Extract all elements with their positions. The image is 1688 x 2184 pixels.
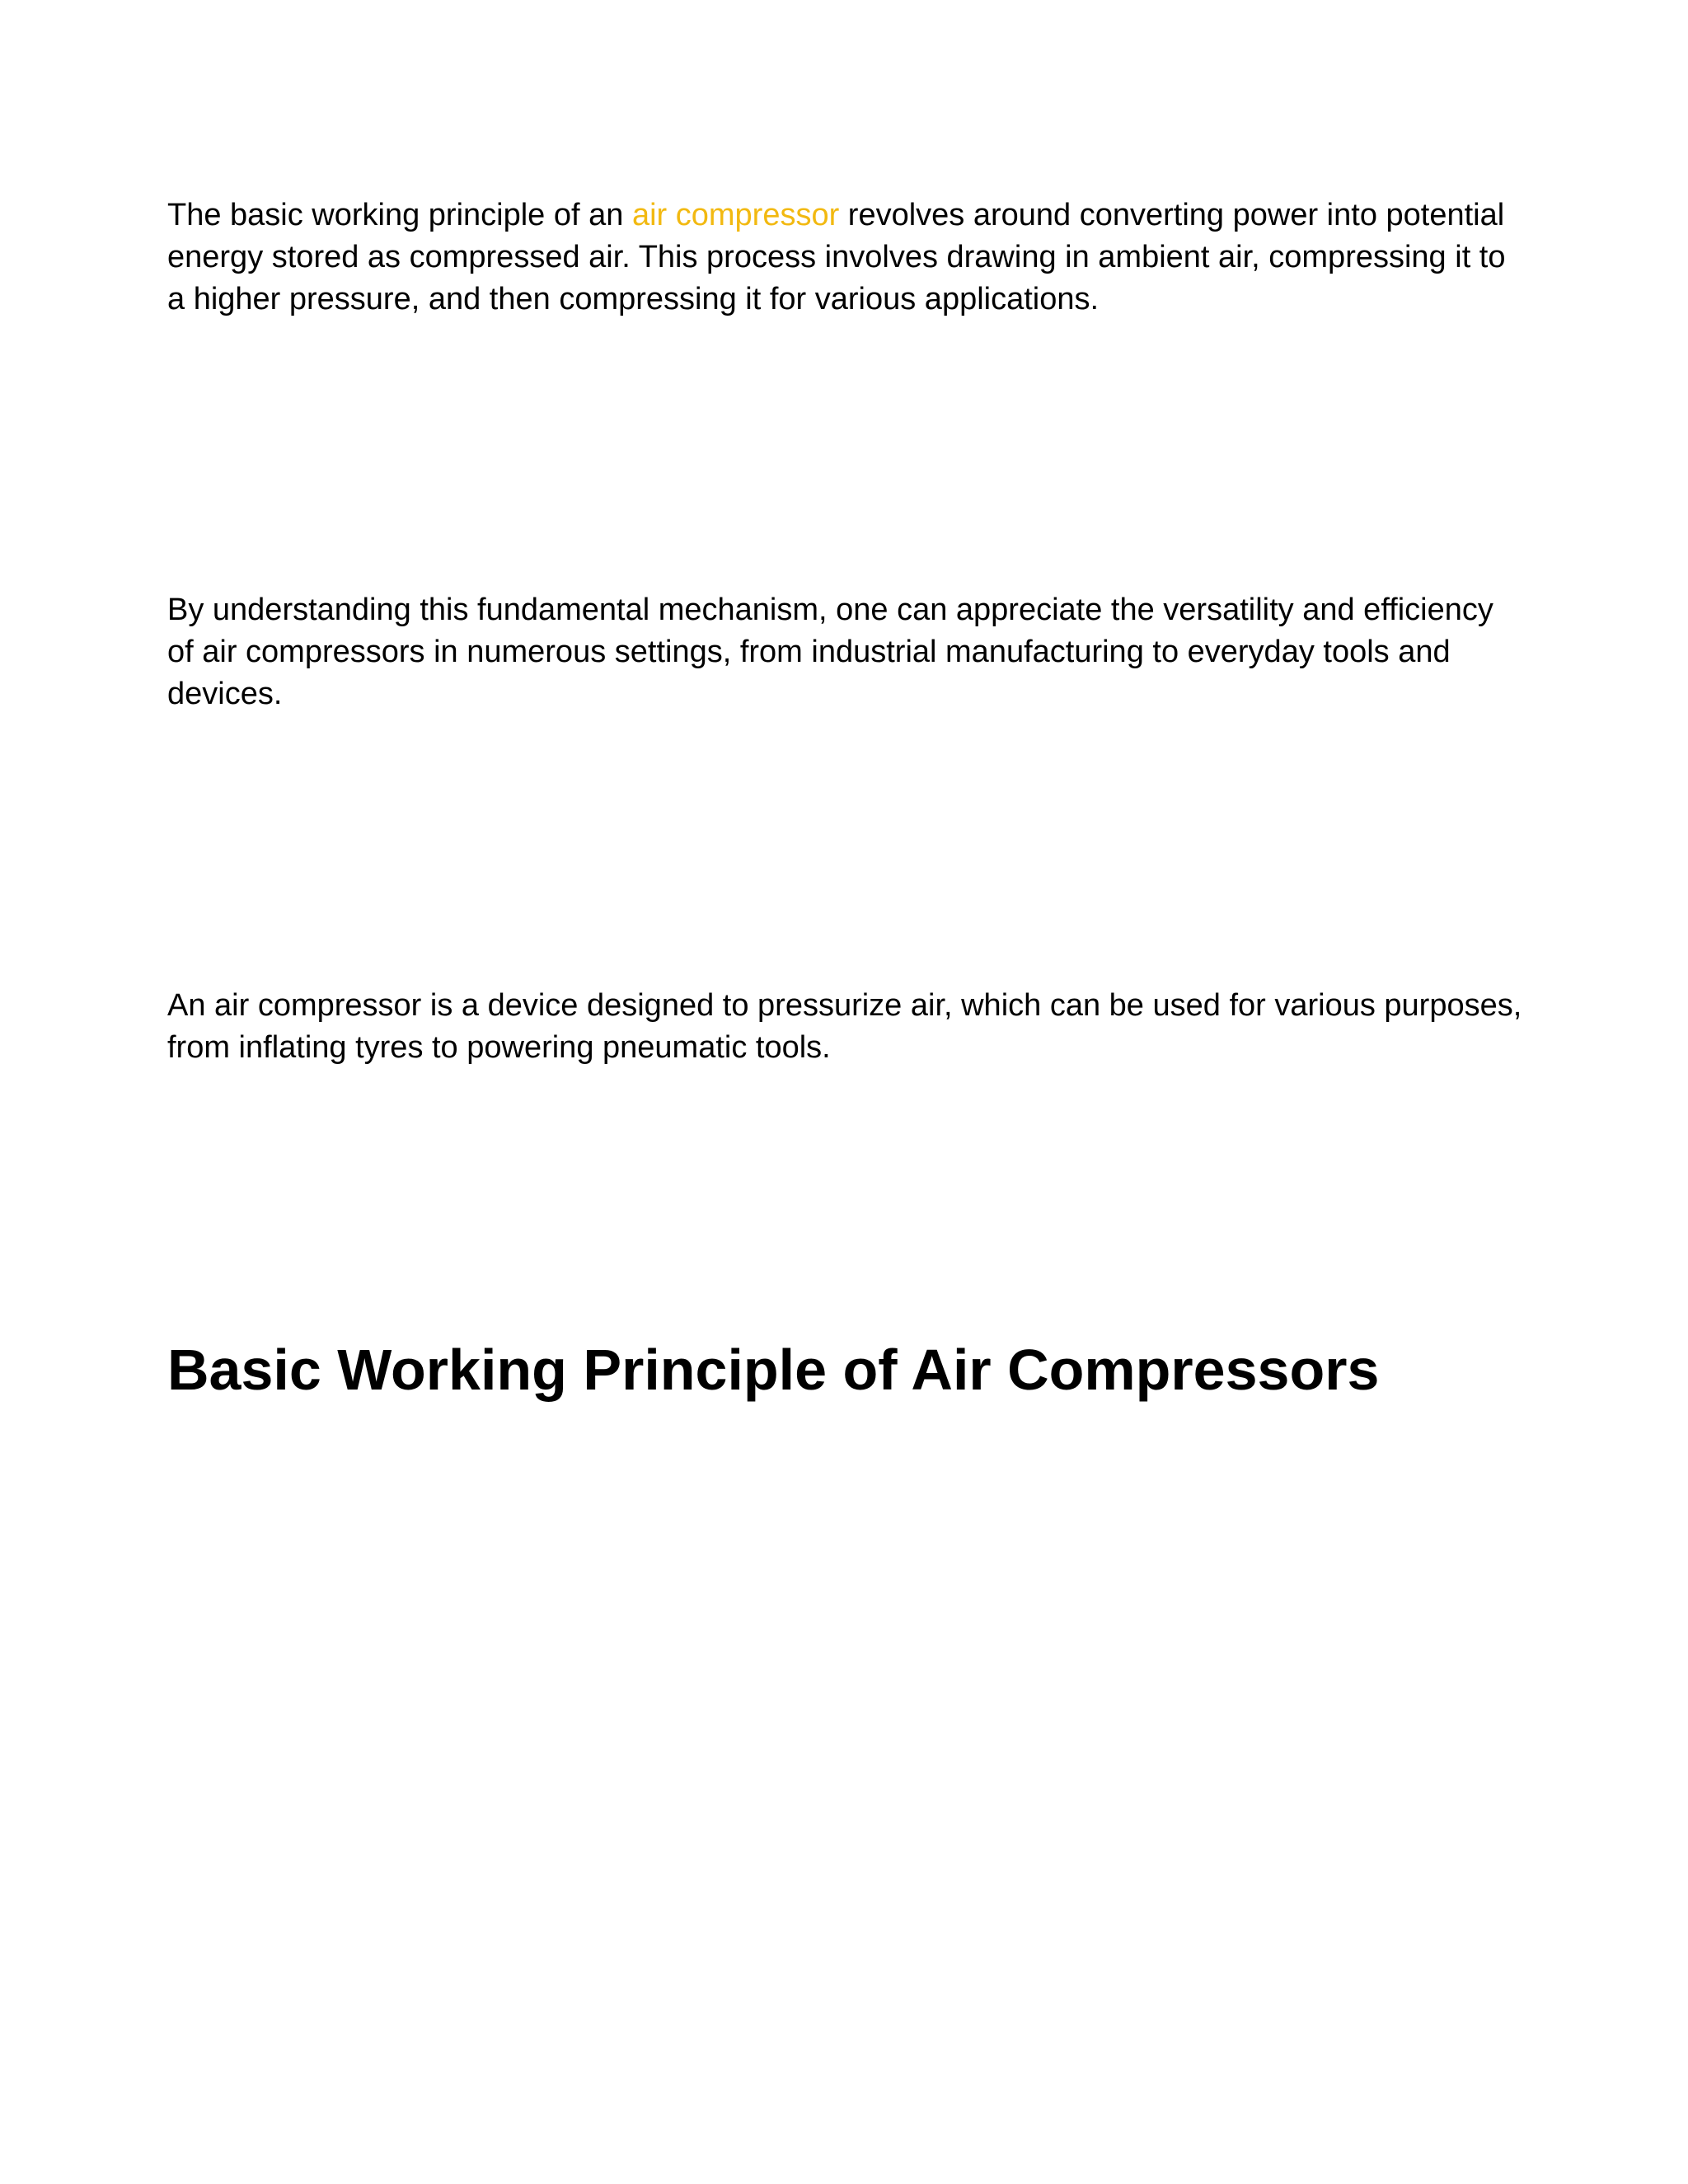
paragraph-understanding: By understanding this fundamental mechanism, one can appreciate the versatility and efficiency of air compressors in numerous settings, from industrial manufacturing to everyday tools and devices. (167, 593, 1493, 711)
air-compressor-link[interactable]: air compressor (631, 198, 840, 232)
paragraph-working-principle (167, 194, 1527, 321)
paragraph-text-before-link: The basic working principle of an (167, 198, 632, 232)
paragraph-text-after-link: revolves around converting power into potential energy stored as compressed air. This process involves drawing in ambient air, compressing it to a higher pressure, and then compressing it for various applications. (167, 198, 1506, 316)
section-heading: Basic Working Principle of Air Compressors (167, 1338, 1380, 1402)
paragraph-definition: An air compressor is a device designed to pressurize air, which can be used for various purposes, from inflating tyres to powering pneumatic tools. (167, 988, 1522, 1065)
